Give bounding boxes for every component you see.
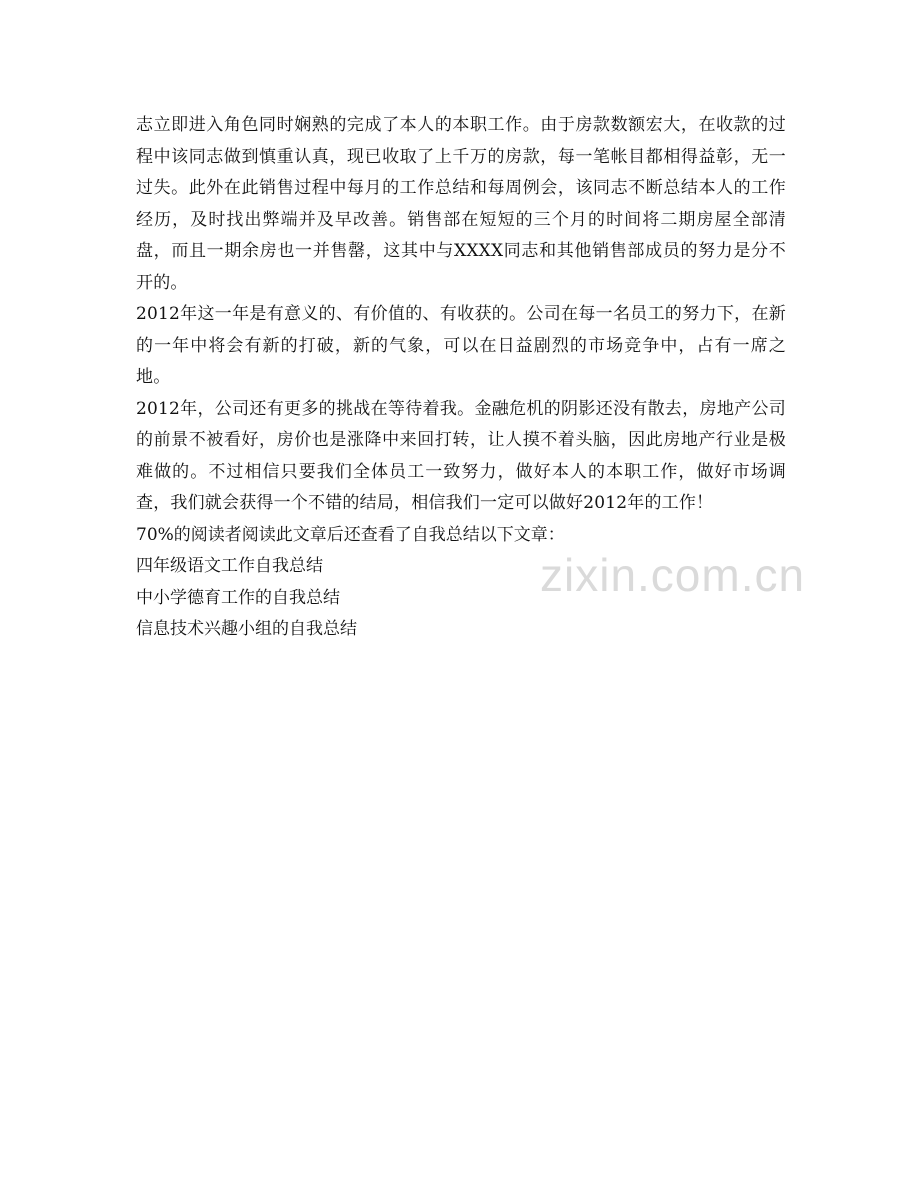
- related-article-link-3[interactable]: 信息技术兴趣小组的自我总结: [136, 619, 357, 639]
- paragraph-1: 志立即进入角色同时娴熟的完成了本人的本职工作。由于房款数额宏大，在收款的过程中该同志做到慎重认真，现已收取了上千万的房款，每一笔帐目都相得益彰，无一过失。此外在此销售过程中每月的工作总结和每周例会，该同志不断总结本人的工作经历，及时找出弊端并及早改善。销售部在短短的三个月的时间将二期房屋全部清盘，而且一期余房也一并售罄，这其中与XXXX同志和其他销售部成员的努力是分不开的。: [136, 115, 786, 293]
- related-article-link-1[interactable]: 四年级语文工作自我总结: [136, 556, 323, 576]
- related-article-link-2[interactable]: 中小学德育工作的自我总结: [136, 587, 340, 608]
- paragraph-2: 2012年这一年是有意义的、有价值的、有收获的。公司在每一名员工的努力下，在新的一年中将会有新的打破，新的气象，可以在日益剧烈的市场竞争中，占有一席之地。: [136, 304, 786, 387]
- paragraph-3: 2012年，公司还有更多的挑战在等待着我。金融危机的阴影还没有散去，房地产公司的前景不被看好，房价也是涨降中来回打转，让人摸不着头脑，因此房地产行业是极难做的。不过相信只要我们全体员工一致努力，做好本人的本职工作，做好市场调查，我们就会获得一个不错的结局，相信我们一定可以做好2012年的工作！: [136, 398, 786, 513]
- site-watermark: zixin.com.cn: [540, 549, 806, 601]
- related-articles-intro: 70%的阅读者阅读此文章后还查看了自我总结以下文章：: [136, 524, 565, 545]
